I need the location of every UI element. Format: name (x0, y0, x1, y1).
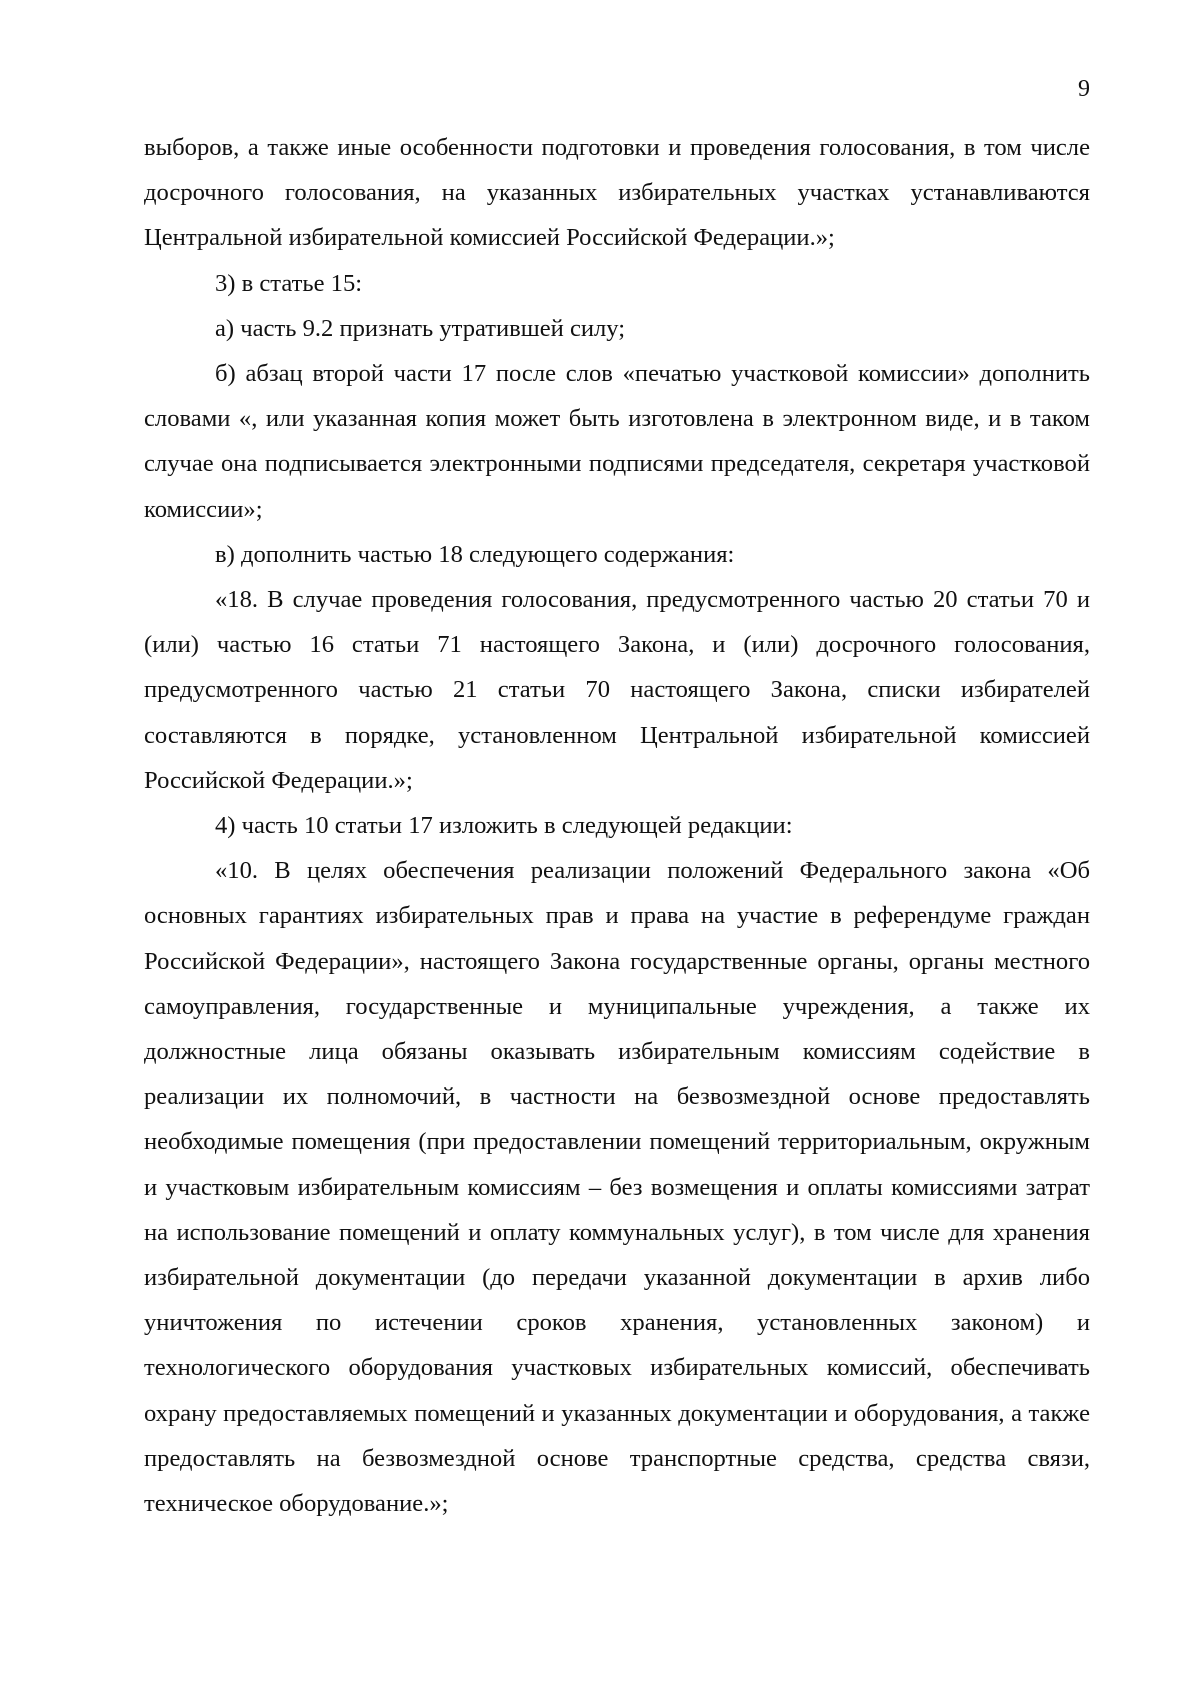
paragraph-continuation: выборов, а также иные особенности подготовки и проведения голосования, в том числе досрочного голосования, на указанных избирательных участках устанавливаются Центральной избирательной комиссией Российской Федерации.»; (144, 134, 1090, 252)
document-body (144, 125, 1090, 1526)
paragraph-item-3v: в) дополнить частью 18 следующего содержания: (215, 540, 735, 568)
paragraph-item-3b: б) абзац второй части 17 после слов «печатью участковой комиссии» дополнить словами «, или указанная копия может быть изготовлена в электронном виде, и в таком случае она подписывается электронными подписями председателя, секретаря участковой комиссии»; (144, 360, 1090, 523)
paragraph-item-3: 3) в статье 15: (215, 269, 363, 297)
page-number: 9 (1078, 76, 1090, 102)
paragraph-item-4: 4) часть 10 статьи 17 изложить в следующей редакции: (215, 812, 793, 840)
paragraph-part-18: «18. В случае проведения голосования, предусмотренного частью 20 статьи 70 и (или) частью 16 статьи 71 настоящего Закона, и (или) досрочного голосования, предусмотренного частью 21 статьи 70 настоящего Закона, списки избирателей составляются в порядке, установленном Центральной избирательной комиссией Российской Федерации.»; (144, 586, 1090, 794)
paragraph-part-10: «10. В целях обеспечения реализации положений Федерального закона «Об основных гарантиях избирательных прав и права на участие в референдуме граждан Российской Федерации», настоящего Закона государственные органы, органы местного самоуправления, государственные и муниципальные учреждения, а также их должностные лица обязаны оказывать избирательным комиссиям содействие в реализации их полномочий, в частности на безвозмездной основе предоставлять необходимые помещения (при предоставлении помещений территориальным, окружным и участковым избирательным комиссиям – без возмещения и оплаты комиссиями затрат на использование помещений и оплату коммунальных услуг), в том числе для хранения избирательной документации (до передачи указанной документации в архив либо уничтожения по истечении сроков хранения, установленных законом) и технологического оборудования участковых избирательных комиссий, обеспечивать охрану предоставляемых помещений и указанных документации и оборудования, а также предоставлять на безвозмездной основе транспортные средства, средства связи, техническое оборудование.»; (144, 857, 1090, 1518)
paragraph-item-3a: а) часть 9.2 признать утратившей силу; (215, 314, 626, 342)
